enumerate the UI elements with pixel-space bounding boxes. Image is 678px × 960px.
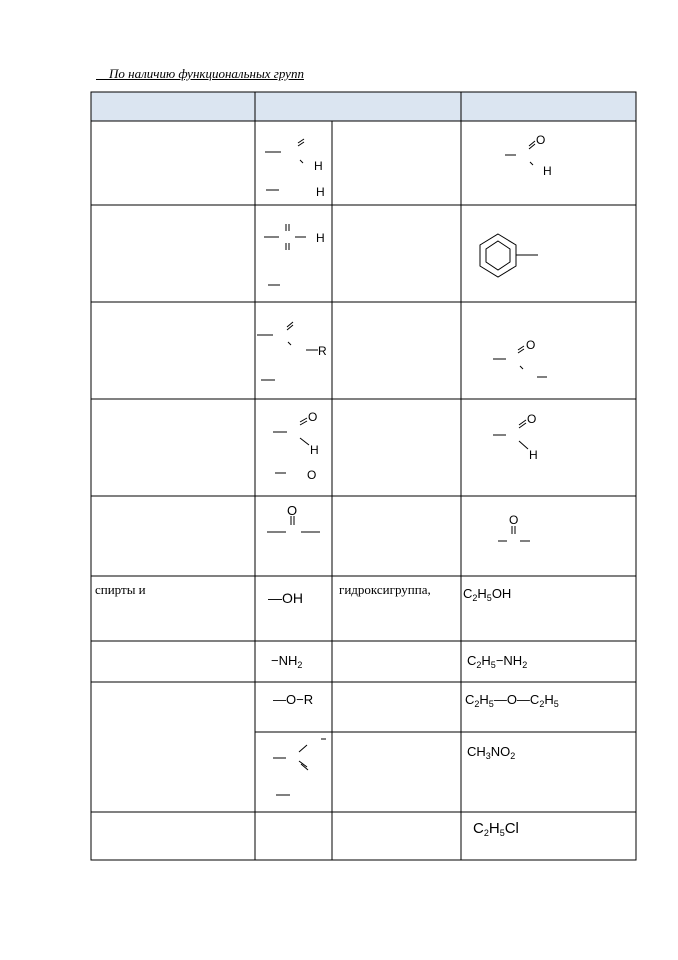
chloroethane-formula: $C_2H_5Cl$ xyxy=(473,820,519,838)
row2-h-label: H xyxy=(316,231,325,245)
ether-group-formula: —O−R xyxy=(273,692,314,707)
hydroxyl-group-name: гидроксигруппа, xyxy=(339,582,431,597)
row1-h-label: H xyxy=(314,159,323,173)
section-title: По наличию функциональных групп xyxy=(96,66,304,81)
row4-ex-h-label: H xyxy=(529,448,538,462)
row4-o2-label: O xyxy=(307,468,317,482)
row5-group-structure xyxy=(267,516,320,532)
ethanol-formula: $C_2H_5OH$ xyxy=(463,586,512,603)
table-lines xyxy=(91,92,636,860)
row5-o-label: O xyxy=(287,503,298,518)
row1-ex-h-label: H xyxy=(543,164,552,178)
row4-group-structure xyxy=(273,418,309,473)
row3-group-structure xyxy=(257,322,318,380)
class-alcohols-label: спирты и xyxy=(95,582,146,597)
row4-h-label: H xyxy=(310,443,319,457)
benzene-ring-icon xyxy=(480,234,538,277)
row4-o-label: O xyxy=(308,410,318,424)
nitro-group-structure xyxy=(273,739,326,795)
row4-ex-o-label: O xyxy=(527,412,537,426)
row1-group-structure xyxy=(265,139,304,190)
row5-example-structure xyxy=(498,526,530,541)
row1-o-label: O xyxy=(536,133,546,147)
row4-example-structure xyxy=(493,420,528,449)
row3-o-label: O xyxy=(526,338,536,352)
row1-example-structure xyxy=(505,141,535,165)
row3-r-label: R xyxy=(318,344,327,358)
diethyl-ether-formula: $C_2H_5—O—C_2H_5$ xyxy=(465,692,559,709)
row1-h2-label: H xyxy=(316,185,325,199)
table-header-fill xyxy=(91,92,636,121)
amino-group-formula: $-NH_2$ xyxy=(271,653,303,670)
row3-example-structure xyxy=(493,346,547,377)
hydroxyl-group-formula: —OH xyxy=(268,590,303,606)
nitromethane-formula: $CH_3NO_2$ xyxy=(467,744,516,761)
ethylamine-formula: $C_2H_5-NH_2$ xyxy=(467,653,528,670)
row2-group-structure xyxy=(264,224,306,285)
row5-ex-o-label: O xyxy=(509,513,519,527)
